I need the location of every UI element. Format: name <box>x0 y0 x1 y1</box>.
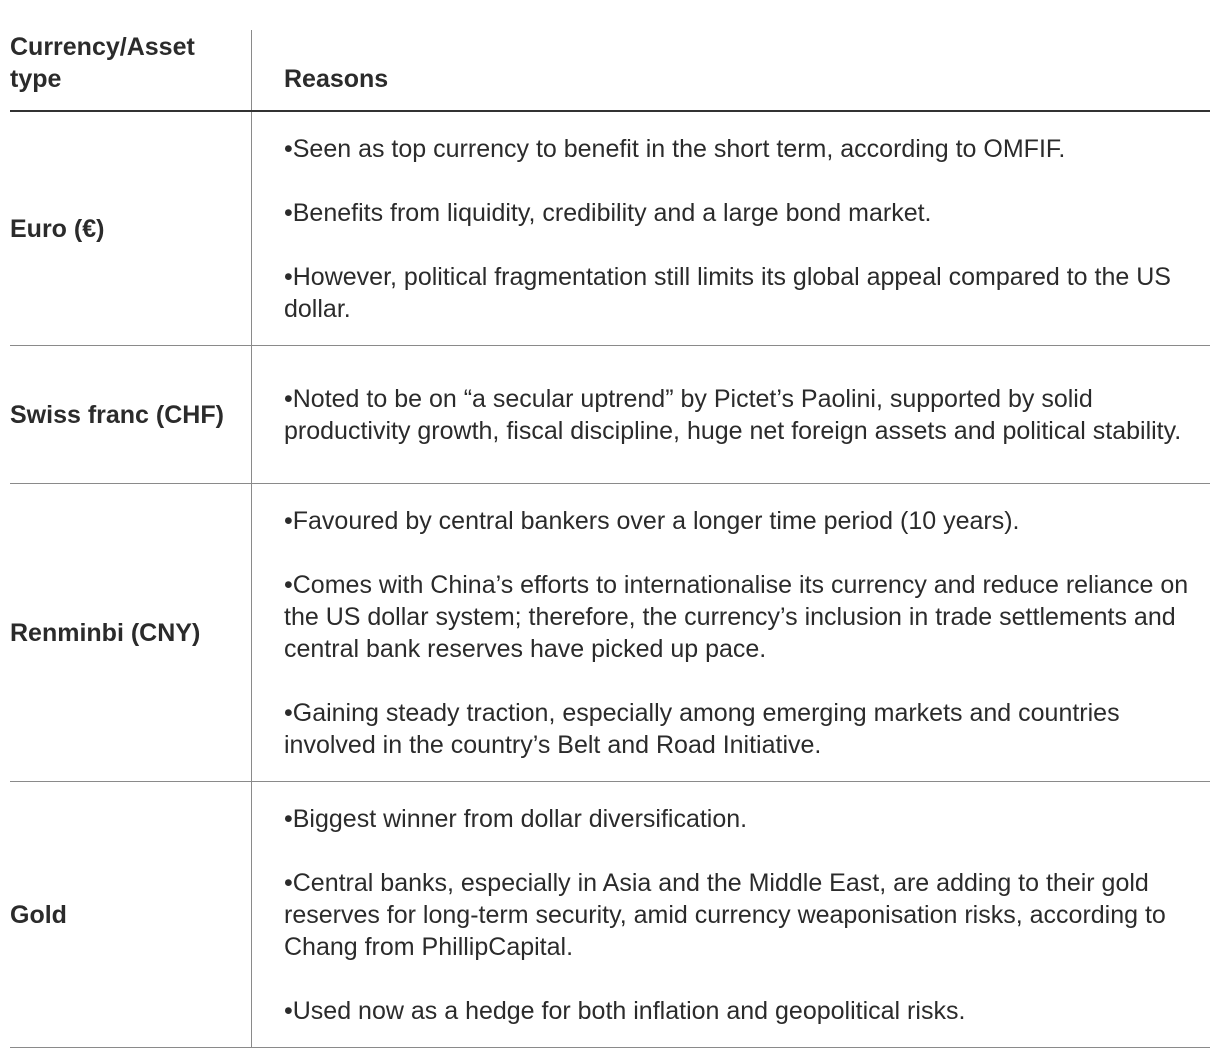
header-reasons-label: Reasons <box>284 65 389 93</box>
reason-item: •Favoured by central bankers over a longer time period (10 years). <box>284 506 1020 535</box>
reason-item: •Comes with China’s efforts to internationalise its currency and reduce reliance on the US dollar system; therefore, the currency’s inclusion in trade settlements and central bank reserves have picked up pace. <box>284 570 1189 663</box>
reasons-cell <box>252 782 1210 1047</box>
asset-cell <box>10 782 252 1047</box>
reason-item: •Noted to be on “a secular uptrend” by Pictet’s Paolini, supported by solid productivity growth, fiscal discipline, huge net foreign assets and political stability. <box>284 384 1182 445</box>
asset-cell <box>10 346 252 483</box>
reason-item: •Used now as a hedge for both inflation and geopolitical risks. <box>284 996 966 1025</box>
reasons-cell <box>252 112 1210 345</box>
table-header <box>10 30 1210 112</box>
asset-name: Renminbi (CNY) <box>10 618 201 647</box>
asset-name: Gold <box>10 900 67 929</box>
asset-cell <box>10 484 252 781</box>
reason-item: •Benefits from liquidity, credibility and a large bond market. <box>284 198 932 227</box>
asset-name: Swiss franc (CHF) <box>10 400 224 429</box>
header-asset-cell <box>10 30 252 110</box>
table-row-renminbi <box>10 484 1210 782</box>
reasons-cell <box>252 484 1210 781</box>
header-asset-label: Currency/Asset type <box>10 33 195 93</box>
reason-item: •However, political fragmentation still limits its global appeal compared to the US dollar. <box>284 262 1171 323</box>
asset-cell <box>10 112 252 345</box>
reason-item: •Gaining steady traction, especially among emerging markets and countries involved in the country’s Belt and Road Initiative. <box>284 698 1120 759</box>
reason-item: •Central banks, especially in Asia and the Middle East, are adding to their gold reserves for long-term security, amid currency weaponisation risks, according to Chang from PhillipCapital. <box>284 868 1166 961</box>
reason-item: •Biggest winner from dollar diversification. <box>284 804 748 833</box>
table-row-swiss-franc <box>10 346 1210 484</box>
header-reasons-cell <box>252 30 1210 110</box>
asset-name: Euro (€) <box>10 214 105 243</box>
reasons-cell <box>252 346 1210 483</box>
table-row-euro <box>10 112 1210 346</box>
reason-item: •Seen as top currency to benefit in the short term, according to OMFIF. <box>284 134 1066 163</box>
table-row-gold <box>10 782 1210 1048</box>
currency-reasons-table <box>10 30 1210 1048</box>
